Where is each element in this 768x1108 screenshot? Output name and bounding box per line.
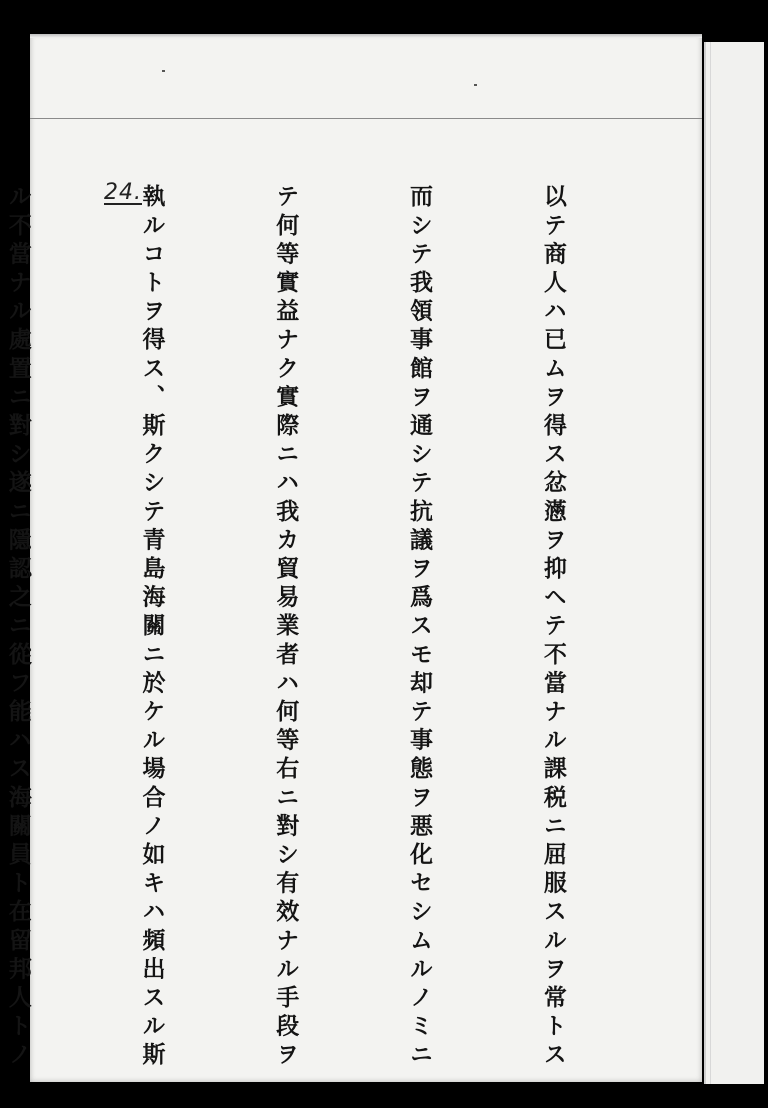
page-number: 24. — [104, 180, 142, 205]
text-line: 以テ商人ハ已ムヲ得ス忿懣ヲ抑ヘテ不當ナル課税ニ屈服スルヲ常トス — [539, 184, 567, 1071]
text-line: ル不當ナル處置ニ對シ遂ニ隱認之ニ從フ能ハス海關員ト在留邦人トノ — [4, 184, 32, 1071]
header-rule — [30, 118, 702, 119]
scan-speck — [162, 70, 165, 72]
text-line: テ何等實益ナク實際ニハ我カ貿易業者ハ何等右ニ對シ有效ナル手段ヲ — [272, 184, 300, 1071]
scan-speck — [474, 84, 477, 86]
adjacent-page-edge — [704, 42, 764, 1084]
text-line: 而シテ我領事館ヲ通シテ抗議ヲ爲スモ却テ事態ヲ悪化セシムルノミニ — [406, 184, 434, 1071]
text-line: 執ルコトヲ得ス、斯クシテ青島海關ニ於ケル場合ノ如キハ頻出スル斯 — [138, 184, 166, 1071]
page-top-edge — [30, 34, 702, 38]
